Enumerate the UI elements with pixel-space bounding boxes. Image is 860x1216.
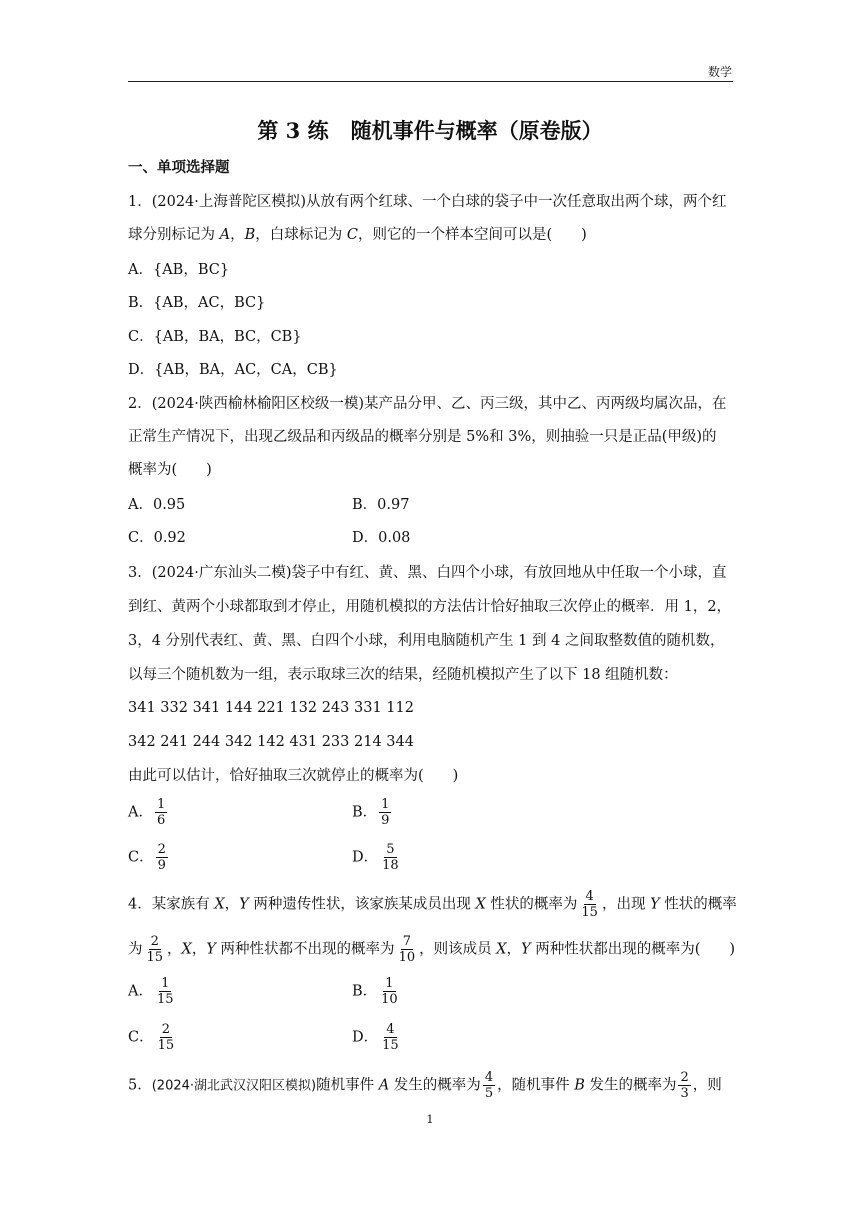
q3-random-numbers-2: 342 241 244 342 142 431 233 214 344 xyxy=(128,734,414,750)
q4-line1: 4．某家族有 X，Y 两种遗传性状，该家族某成员出现 X 性状的概率为 $\frac{4}{15}$ ，出现 Y 性状的概率 xyxy=(128,889,737,920)
q1-line1: 1．(2024·上海普陀区模拟)从放有两个红球、一个白球的袋子中一次任意取出两个球，两个红 xyxy=(128,194,727,210)
q3-line2: 到红、黄两个小球都取到才停止，用随机模拟的方法估计恰好抽取三次停止的概率．用 1，2， xyxy=(128,599,732,615)
q5-line1: 5．(2024·湖北武汉汉阳区模拟)随机事件 A 发生的概率为 $\frac{4}{5}$ ，随机事件 B 发生的概率为 $\frac{2}{3}$ ，则 xyxy=(128,1070,722,1101)
section-heading: 一、单项选择题 xyxy=(128,159,230,176)
q4-option-d: D． $\frac{4}{15}$ xyxy=(352,1022,399,1053)
q2-option-c: C．0.92 xyxy=(128,530,186,546)
q3-line4: 以每三个随机数为一组，表示取球三次的结果，经随机模拟产生了以下 18 组随机数： xyxy=(128,667,678,683)
q4-option-c: C． $\frac{2}{15}$ xyxy=(128,1022,175,1053)
q3-line5: 由此可以估计，恰好抽取三次就停止的概率为( ) xyxy=(128,768,459,784)
q3-line1: 3．(2024·广东汕头二模)袋子中有红、黄、黑、白四个小球，有放回地从中任取一个小球，直 xyxy=(128,565,727,581)
q2-option-d: D．0.08 xyxy=(352,530,411,546)
header-rule xyxy=(128,81,733,82)
q2-line2: 正常生产情况下，出现乙级品和丙级品的概率分别是 5%和 3%，则抽验一只是正品(甲级)的 xyxy=(128,429,717,445)
q1-option-c: C．{AB，BA，BC，CB} xyxy=(128,329,302,345)
q2-option-a: A．0.95 xyxy=(128,497,186,513)
q4-option-a: A． $\frac{1}{15}$ xyxy=(128,976,174,1007)
title-part2: 随机事件与概率（原卷版） xyxy=(350,118,603,143)
q1-option-b: B．{AB，AC，BC} xyxy=(128,295,266,311)
q3-option-a: A． $\frac{1}{6}$ xyxy=(128,797,166,828)
q1-option-a: A．{AB，BC} xyxy=(128,262,230,278)
q4-option-b: B． $\frac{1}{10}$ xyxy=(352,976,398,1007)
page-number: 1 xyxy=(426,1113,434,1126)
title-part1: 第 3 练 xyxy=(257,118,329,143)
q4-line2: 为 $\frac{2}{15}$ ，X，Y 两种性状都不出现的概率为 $\frac{7}{10}$ ，则该成员 X，Y 两种性状都出现的概率为( ) xyxy=(128,934,736,965)
q3-option-b: B． $\frac{1}{9}$ xyxy=(352,797,390,828)
q2-option-b: B．0.97 xyxy=(352,497,410,513)
q3-option-d: D． $\frac{5}{18}$ xyxy=(352,842,399,873)
header-subject: 数学 xyxy=(707,65,732,79)
page-title xyxy=(0,115,860,145)
q3-random-numbers-1: 341 332 341 144 221 132 243 331 112 xyxy=(128,700,414,716)
q3-line3: 3，4 分别代表红、黄、黑、白四个小球，利用电脑随机产生 1 到 4 之间取整数值的随机数， xyxy=(128,633,725,649)
q1-option-d: D．{AB，BA，AC，CA，CB} xyxy=(128,362,338,378)
q2-line1: 2．(2024·陕西榆林榆阳区校级一模)某产品分甲、乙、丙三级，其中乙、丙两级均属次品，在 xyxy=(128,396,727,412)
q3-option-c: C． $\frac{2}{9}$ xyxy=(128,842,166,873)
q2-line3: 概率为( ) xyxy=(128,462,212,478)
q1-line2: 球分别标记为 A，B，白球标记为 C，则它的一个样本空间可以是( ) xyxy=(128,227,587,243)
